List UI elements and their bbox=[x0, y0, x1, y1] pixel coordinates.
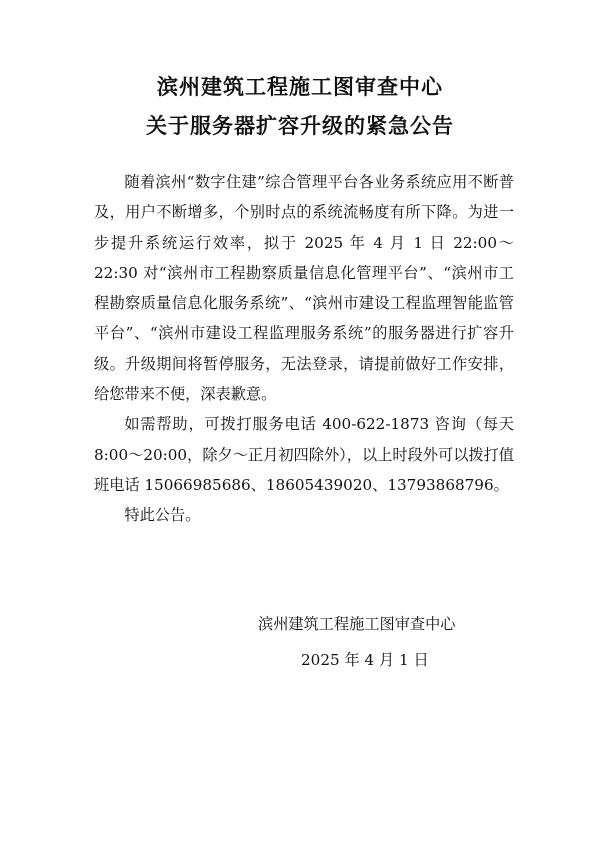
paragraph-notice: 随着滨州“数字住建”综合管理平台各业务系统应用不断普及，用户不断增多，个别时点的系统流畅度有所下降。为进一步提升系统运行效率，拟于 2025 年 4 月 1 日 22:00～22:30 对“滨州市工程勘察质量信息化管理平台”、“滨州市工程勘察质量信息化服务系统”、“滨州市建设工程监理智能监管平台”、“滨州市建设工程监理服务系统”的服务器进行扩容升级。升级期间将暂停服务，无法登录，请提前做好工作安排，给您带来不便，深表歉意。 bbox=[94, 173, 514, 404]
paragraph-contact: 如需帮助，可拨打服务电话 400-622-1873 咨询（每天 8:00～20:00，除夕～正月初四除外），以上时段外可以拨打值班电话 15066985686、18605439020、13793868796。 bbox=[94, 415, 514, 494]
paragraph-closing: 特此公告。 bbox=[124, 506, 201, 525]
signature-date: 2025 年 4 月 1 日 bbox=[301, 651, 429, 669]
signature-organization: 滨州建筑工程施工图审查中心 bbox=[258, 615, 456, 633]
document-body bbox=[94, 167, 514, 531]
document-title-line-2: 关于服务器扩容升级的紧急公告 bbox=[146, 113, 454, 138]
document-title-line-1: 滨州建筑工程施工图审查中心 bbox=[157, 74, 443, 99]
